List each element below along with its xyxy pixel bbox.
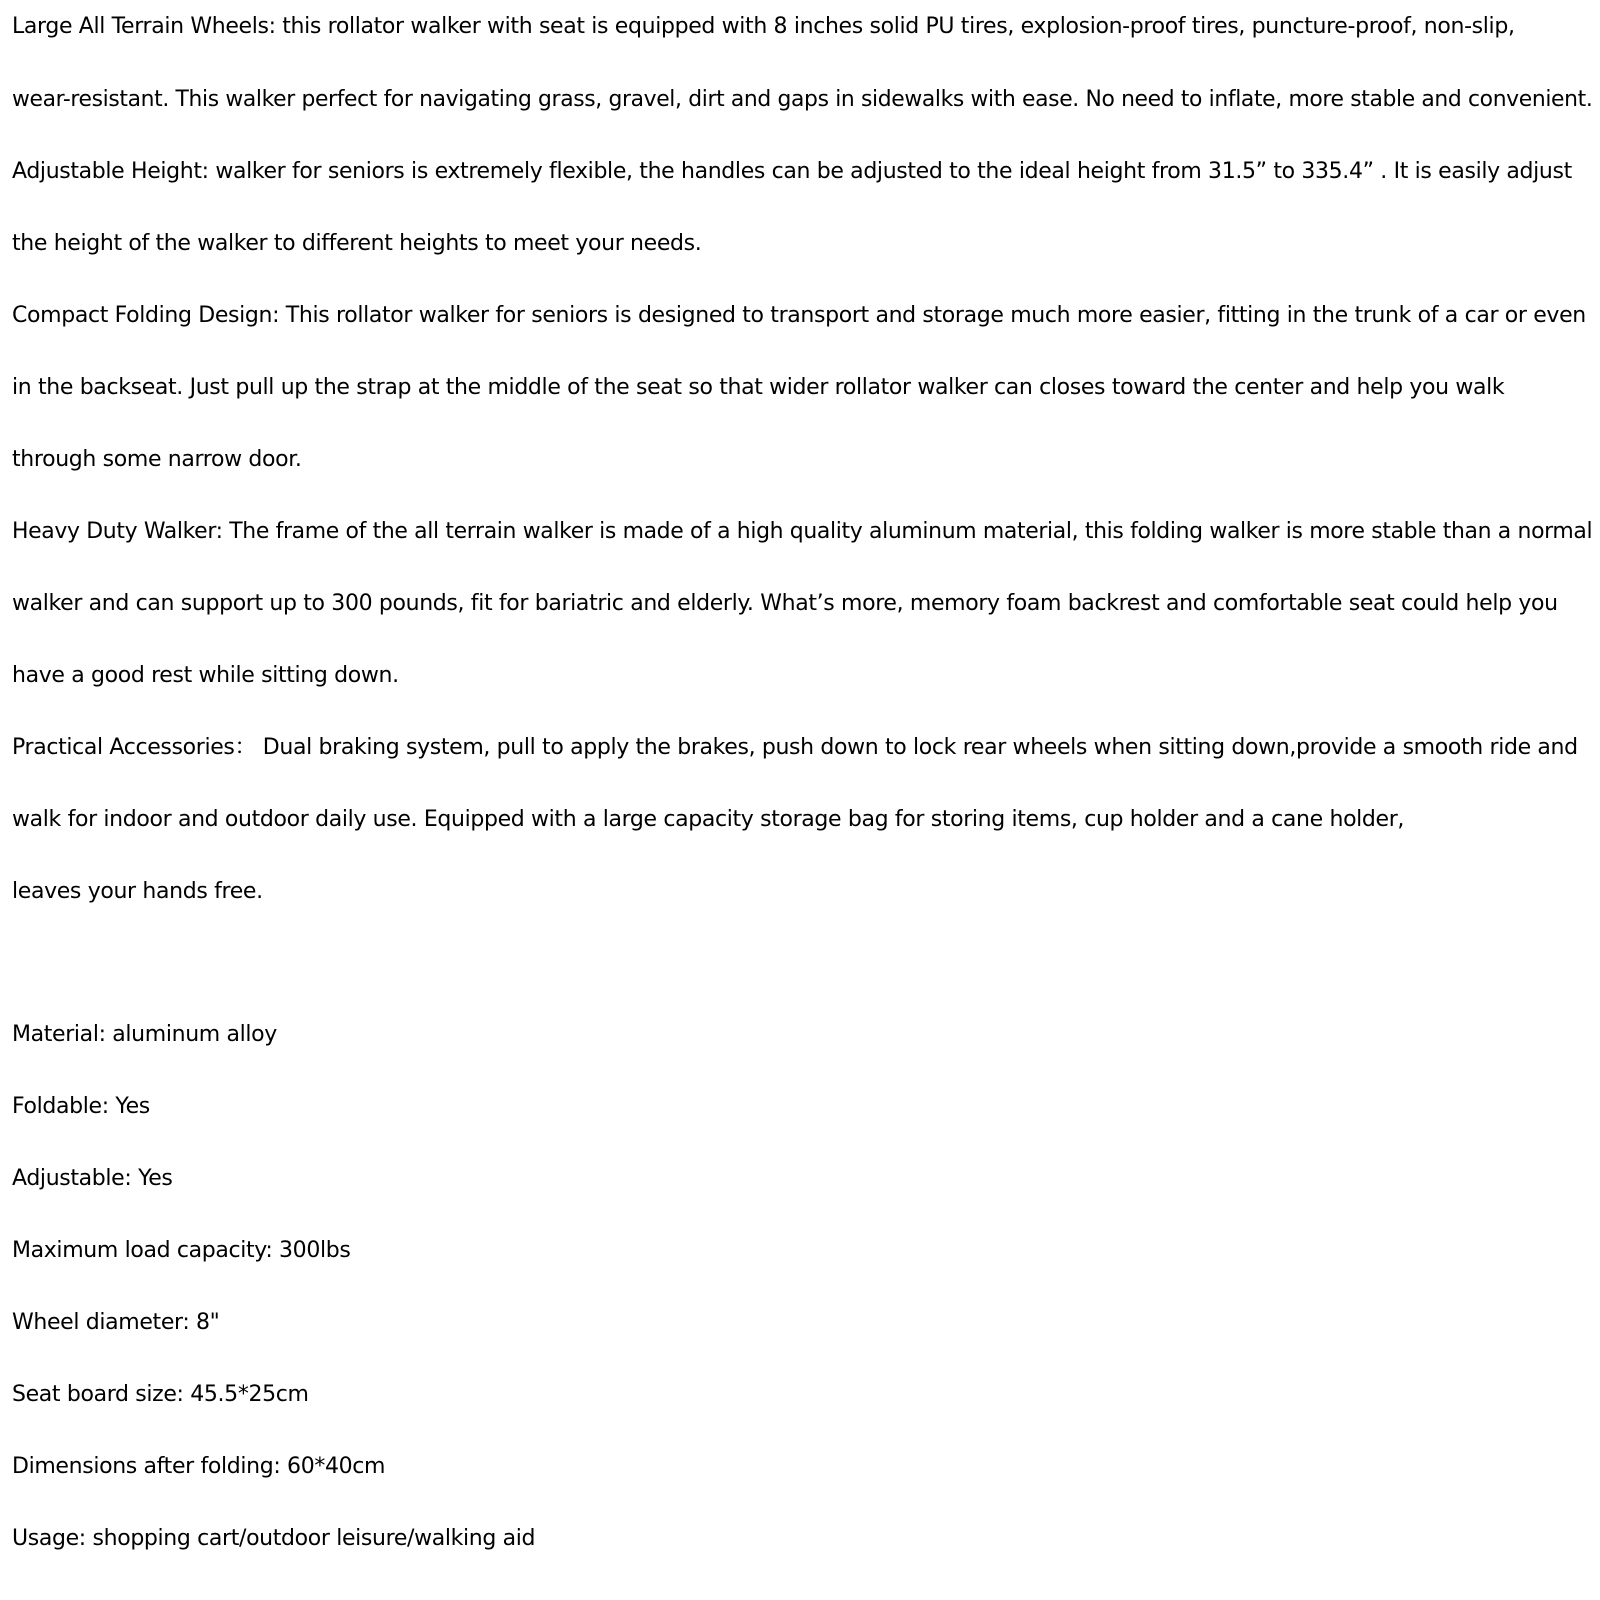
description-line-5: Compact Folding Design: This rollator walker for seniors is designed to transport and storage much more easier, fitting in the trunk of a car or even — [12, 303, 1586, 328]
description-line-10: have a good rest while sitting down. — [12, 663, 399, 688]
description-line-7: through some narrow door. — [12, 447, 302, 472]
spec-adjustable: Adjustable: Yes — [12, 1166, 173, 1191]
spec-material: Material: aluminum alloy — [12, 1022, 277, 1047]
spec-folded-dimensions: Dimensions after folding: 60*40cm — [12, 1454, 386, 1479]
description-line-2: wear-resistant. This walker perfect for navigating grass, gravel, dirt and gaps in sidewalks with ease. No need to inflate, more stable and convenient. — [12, 87, 1593, 112]
description-line-8: Heavy Duty Walker: The frame of the all terrain walker is made of a high quality aluminum material, this folding walker is more stable than a normal — [12, 519, 1593, 544]
description-line-1: Large All Terrain Wheels: this rollator walker with seat is equipped with 8 inches solid PU tires, explosion-proof tires, puncture-proof, non-slip, — [12, 14, 1515, 39]
description-line-13: leaves your hands free. — [12, 879, 263, 904]
description-line-9: walker and can support up to 300 pounds, fit for bariatric and elderly. What’s more, memory foam backrest and comfortable seat could help you — [12, 591, 1558, 616]
spec-foldable: Foldable: Yes — [12, 1094, 150, 1119]
spec-usage: Usage: shopping cart/outdoor leisure/walking aid — [12, 1526, 536, 1551]
description-line-4: the height of the walker to different heights to meet your needs. — [12, 231, 702, 256]
description-line-12: walk for indoor and outdoor daily use. Equipped with a large capacity storage bag for storing items, cup holder and a cane holder, — [12, 807, 1405, 832]
description-line-11: Practical Accessories： Dual braking system, pull to apply the brakes, push down to lock rear wheels when sitting down,provide a smooth ride and — [12, 735, 1578, 760]
description-line-6: in the backseat. Just pull up the strap at the middle of the seat so that wider rollator walker can closes toward the center and help you walk — [12, 375, 1505, 400]
spec-max-load: Maximum load capacity: 300lbs — [12, 1238, 351, 1263]
spec-seat-board-size: Seat board size: 45.5*25cm — [12, 1382, 309, 1407]
spec-wheel-diameter: Wheel diameter: 8" — [12, 1310, 220, 1335]
description-line-3: Adjustable Height: walker for seniors is extremely flexible, the handles can be adjusted to the ideal height from 31.5” to 335.4” . It is easily adjust — [12, 159, 1572, 184]
